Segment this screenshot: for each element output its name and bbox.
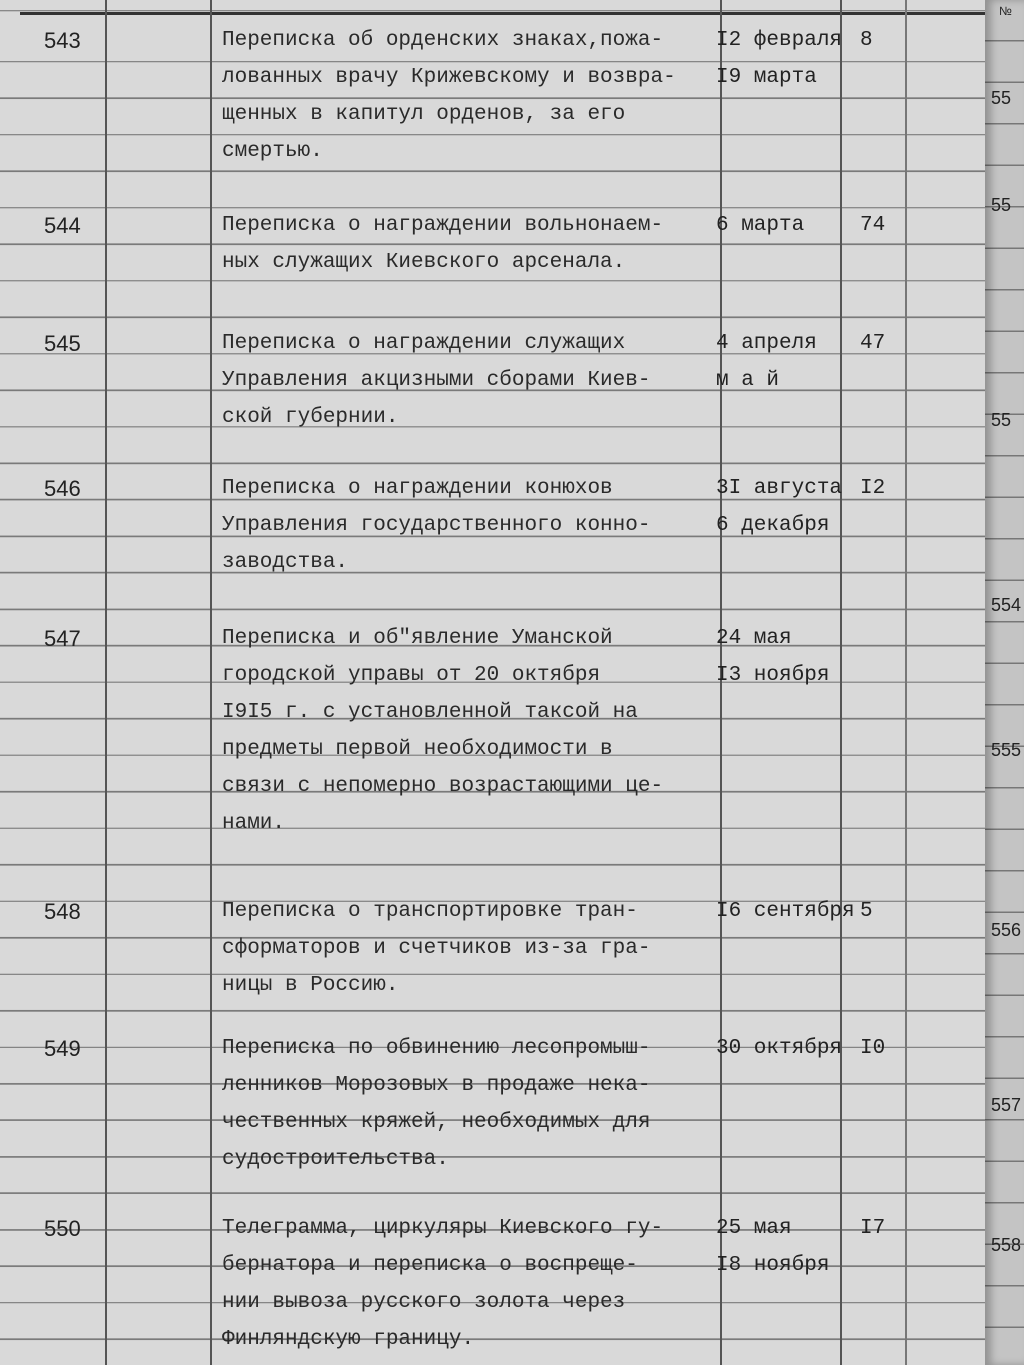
entry-description-line: ных служащих Киевского арсенала. xyxy=(222,251,626,274)
entry-description-line: щенных в капитул орденов, за его xyxy=(222,103,626,126)
entry-page-count: I0 xyxy=(860,1037,886,1060)
column-divider xyxy=(210,0,212,1365)
next-page-number: 554 xyxy=(991,595,1022,615)
entry-number: 549 xyxy=(44,1036,81,1061)
entry-date: 30 октября xyxy=(716,1037,843,1060)
entry-page-count: 5 xyxy=(860,900,873,923)
entry-description-line: нии вывоза русского золота через xyxy=(222,1291,626,1314)
next-page-number: 555 xyxy=(991,740,1022,760)
entry-number: 546 xyxy=(44,476,81,501)
entry-description-line: I9I5 г. с установленной таксой на xyxy=(222,701,638,724)
entry-description-line: Переписка о награждении конюхов xyxy=(222,477,613,500)
next-page-number: 556 xyxy=(991,920,1022,940)
next-page-number: 557 xyxy=(991,1095,1022,1115)
entry-description-line: Переписка о транспортировке тран- xyxy=(222,900,638,923)
entry-description-line: Переписка об орденских знаках,пожа- xyxy=(222,29,664,52)
entry-date: м а й xyxy=(716,369,780,392)
next-page-number: 558 xyxy=(991,1235,1022,1255)
entry-page-count: 74 xyxy=(860,214,886,237)
column-divider xyxy=(105,0,107,1365)
entry-date: I3 ноября xyxy=(716,664,830,687)
entry-date: 4 апреля xyxy=(716,332,817,355)
entry-date: 6 декабря xyxy=(716,514,830,537)
entry-page-count: I7 xyxy=(860,1217,886,1240)
entry-description-line: Переписка о награждении вольнонаем- xyxy=(222,214,664,237)
entry-number: 543 xyxy=(44,28,81,53)
entry-date: I2 февраля xyxy=(716,29,843,52)
entry-description-line: чественных кряжей, необходимых для xyxy=(222,1111,651,1134)
entry-description-line: ницы в Россию. xyxy=(222,974,399,997)
entry-description-line: Телеграмма, циркуляры Киевского гу- xyxy=(222,1217,664,1240)
entry-description-line: Переписка и об"явление Уманской xyxy=(222,627,613,650)
entry-description-line: Управления акцизными сборами Киев- xyxy=(222,369,651,392)
entry-date: 6 марта xyxy=(716,214,805,237)
entry-description-line: заводства. xyxy=(222,551,349,574)
entry-description-line: лованных врачу Крижевскому и возвра- xyxy=(222,66,676,89)
entry-description-line: сформаторов и счетчиков из-за гра- xyxy=(222,937,651,960)
entry-page-count: 47 xyxy=(860,332,886,355)
entry-date: I6 сентября xyxy=(716,900,855,923)
entry-page-count: 8 xyxy=(860,29,873,52)
entry-date: I8 ноября xyxy=(716,1254,830,1277)
entry-date: 25 мая xyxy=(716,1217,792,1240)
entry-number: 545 xyxy=(44,331,81,356)
next-page-number: 55 xyxy=(991,195,1012,215)
entry-page-count: I2 xyxy=(860,477,886,500)
entry-description-line: смертью. xyxy=(222,140,323,163)
entry-description-line: Переписка о награждении служащих xyxy=(222,332,626,355)
entry-description-line: нами. xyxy=(222,812,286,835)
entry-description-line: Финляндскую границу. xyxy=(222,1328,475,1351)
next-page-number: 55 xyxy=(991,88,1012,108)
entry-number: 548 xyxy=(44,899,81,924)
entry-description-line: предметы первой необходимости в xyxy=(222,738,613,761)
entry-description-line: Переписка по обвинению лесопромыш- xyxy=(222,1037,651,1060)
entry-date: 24 мая xyxy=(716,627,792,650)
entry-description-line: бернатора и переписка о воспреще- xyxy=(222,1254,638,1277)
entry-description-line: связи с непомерно возрастающими це- xyxy=(222,775,664,798)
entry-number: 550 xyxy=(44,1216,81,1241)
next-page-number: 55 xyxy=(991,410,1012,430)
next-page-header: № xyxy=(999,4,1012,18)
column-divider xyxy=(905,0,907,1365)
entry-description-line: городской управы от 20 октября xyxy=(222,664,601,687)
entry-description-line: Управления государственного конно- xyxy=(222,514,651,537)
entry-date: 3I августа xyxy=(716,477,843,500)
entry-number: 544 xyxy=(44,213,81,238)
column-divider xyxy=(840,0,842,1365)
entry-description-line: ленников Морозовых в продаже нека- xyxy=(222,1074,651,1097)
next-page-edge xyxy=(985,0,1024,1365)
entry-description-line: ской губернии. xyxy=(222,406,399,429)
entry-date: I9 марта xyxy=(716,66,817,89)
entry-description-line: судостроительства. xyxy=(222,1148,449,1171)
entry-number: 547 xyxy=(44,626,81,651)
